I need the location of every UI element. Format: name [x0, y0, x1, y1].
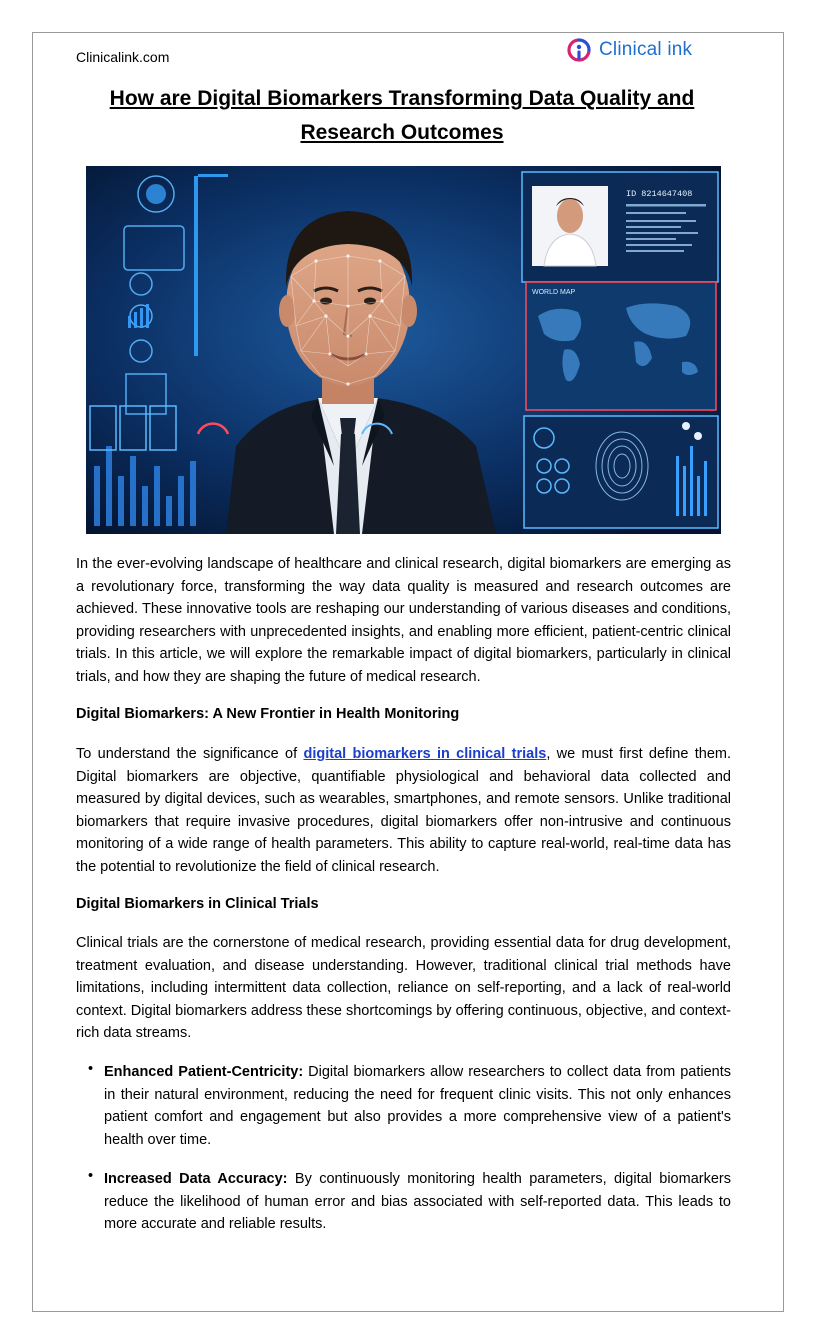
site-name: Clinicalink.com [76, 49, 170, 65]
logo-text: Clinical ink [599, 39, 693, 60]
page-title: How are Digital Biomarkers Transforming Data Quality and Research Outcomes [109, 87, 695, 144]
bullet-marker: • [88, 1061, 94, 1077]
bullet-text: Digital biomarkers allow researchers to collect data from patients in their natural environment, reducing the need for frequent clinic visits. This not only enhances patient comfort and engagement but also provides a more comprehensive view of a patient's health over time. [104, 1064, 731, 1148]
digital-biomarkers-link[interactable]: digital biomarkers in clinical trials [303, 746, 547, 762]
hero-illustration [86, 166, 721, 534]
section2-paragraph: Clinical trials are the cornerstone of medical research, providing essential data for drug development, treatment evaluation, and disease understanding. However, traditional clinical trial methods have limitations, including intermittent data collection, reliance on self-reporting, and a lack of real-world context. Digital biomarkers address these shortcomings by offering continuous, objective, and context-rich data streams. [76, 935, 731, 1041]
bullet-title: Increased Data Accuracy: [104, 1171, 288, 1187]
clinical-ink-logo [566, 36, 692, 64]
section1-heading: Digital Biomarkers: A New Frontier in Health Monitoring [76, 706, 460, 722]
section2-heading: Digital Biomarkers in Clinical Trials [76, 896, 319, 912]
bullet-item [104, 1168, 731, 1236]
section1-paragraph [76, 743, 731, 878]
intro-paragraph: In the ever-evolving landscape of healthcare and clinical research, digital biomarkers are emerging as a revolutionary force, transforming the way data quality is measured and research outcomes are achieved. These innovative tools are reshaping our understanding of various diseases and conditions, providing researchers with unprecedented insights, and enabling more efficient, patient-centric clinical trials. In this article, we will explore the remarkable impact of digital biomarkers, particularly in clinical trials, and how they are shaping the future of medical research. [76, 556, 731, 685]
logo-mark-icon [566, 37, 592, 63]
id-overlay-text: ID 8214647408 [626, 189, 693, 199]
bullet-marker: • [88, 1168, 94, 1184]
bullet-title: Enhanced Patient-Centricity: [104, 1064, 304, 1080]
hero-image [86, 166, 721, 534]
bullet-text: By continuously monitoring health parameters, digital biomarkers reduce the likelihood of human error and bias associated with self-reported data. This leads to more accurate and reliable results. [104, 1171, 731, 1232]
world-map-label: WORLD MAP [532, 289, 576, 296]
bullet-item [104, 1061, 731, 1151]
section1-text-after: , we must first define them. Digital biomarkers are objective, quantifiable physiological and behavioral data collected and measured by digital devices, such as wearables, smartphones, and remote sensors. Unlike traditional biomarkers that require invasive procedures, digital biomarkers offer non-intrusive and continuous monitoring of a wide range of health parameters. This ability to capture real-world, real-time data has the potential to revolutionize the field of clinical research. [76, 746, 731, 875]
section1-text-before: To understand the significance of [76, 746, 304, 762]
